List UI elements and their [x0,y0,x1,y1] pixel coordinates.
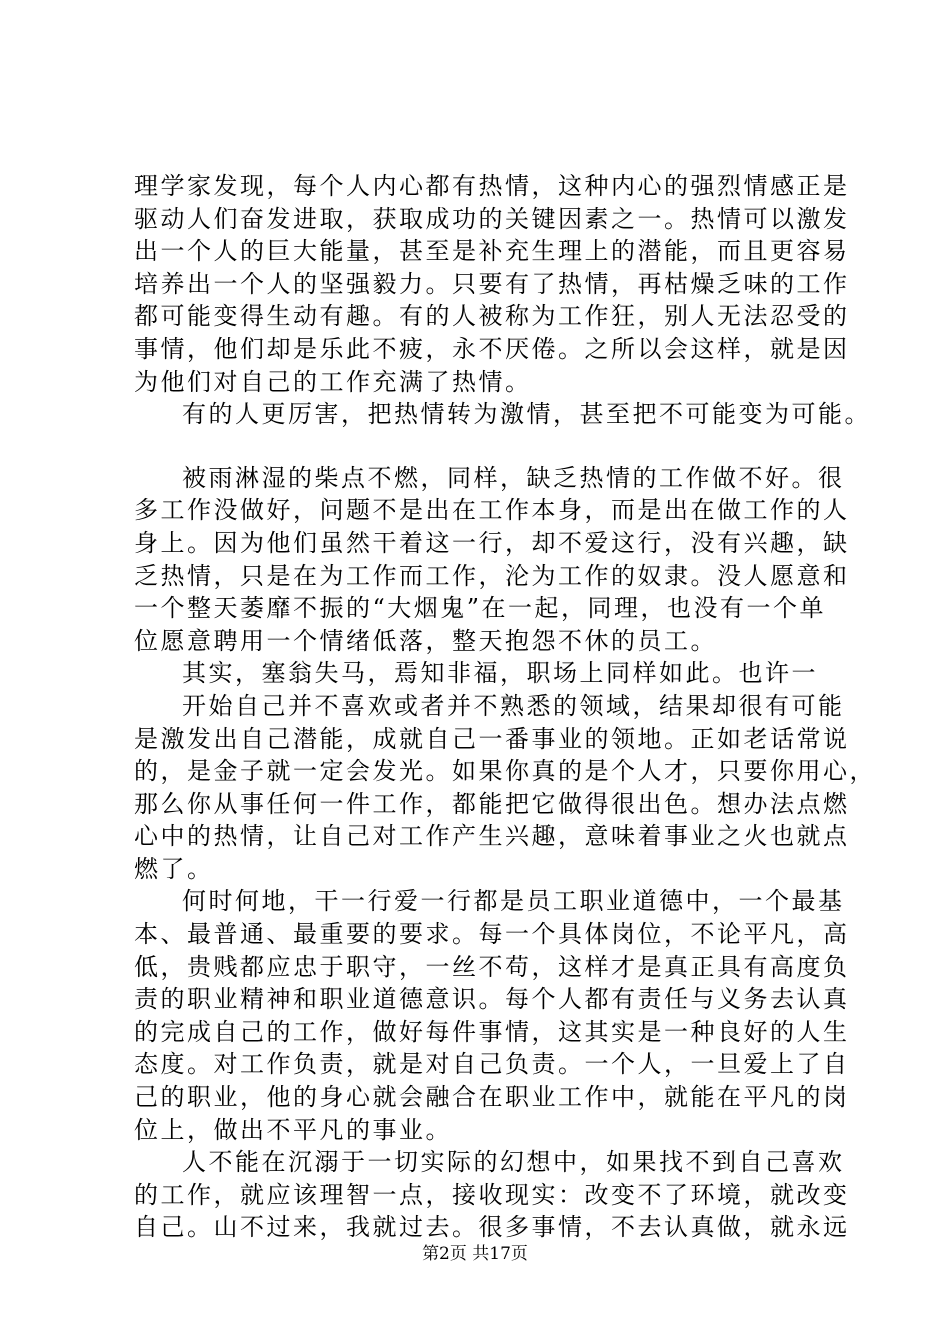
text-line: 低，贵贱都应忠于职守，一丝不苟，这样才是真正具有高度负 [134,952,850,981]
text-line: 有的人更厉害，把热情转为激情，甚至把不可能变为可能。 [182,400,871,429]
text-line: 培养出一个人的坚强毅力。只要有了热情，再枯燥乏味的工作 [134,269,850,298]
text-line: 理学家发现，每个人内心都有热情，这种内心的强烈情感正是 [134,172,850,200]
text-line: 身上。因为他们虽然干着这一行，却不爱这行，没有兴趣，缺 [134,528,850,557]
text-line: 多工作没做好，问题不是出在工作本身，而是出在做工作的人 [134,496,850,525]
text-line: 的完成自己的工作，做好每件事情，这其实是一种良好的人生 [134,1017,850,1046]
text-line: 何时何地，干一行爱一行都是员工职业道德中，一个最基 [182,887,845,916]
text-line: 本、最普通、最重要的要求。每一个具体岗位，不论平凡，高 [134,920,850,949]
text-line: 被雨淋湿的柴点不燃，同样，缺乏热情的工作做不好。很 [182,463,845,492]
text-line: 是激发出自己潜能，成就自己一番事业的领地。正如老话常说 [134,724,850,753]
text-line: 位上，做出不平凡的事业。 [134,1115,452,1144]
text-line: 心中的热情，让自己对工作产生兴趣，意味着事业之火也就点 [134,822,850,851]
text-line: 一个整天萎靡不振的“大烟鬼”在一起，同理，也没有一个单 [134,594,827,623]
text-line: 为他们对自己的工作充满了热情。 [134,367,532,396]
text-line: 出一个人的巨大能量，甚至是补充生理上的潜能，而且更容易 [134,237,850,266]
text-line: 自己。山不过来，我就过去。很多事情，不去认真做，就永远 [134,1213,850,1242]
text-line: 人不能在沉溺于一切实际的幻想中，如果找不到自己喜欢 [182,1148,845,1177]
text-line: 事情，他们却是乐此不疲，永不厌倦。之所以会这样，就是因 [134,334,850,363]
blank-line [134,431,834,462]
text-line: 责的职业精神和职业道德意识。每个人都有责任与义务去认真 [134,985,850,1014]
text-line: 态度。对工作负责，就是对自己负责。一个人，一旦爱上了自 [134,1050,850,1079]
text-line: 驱动人们奋发进取，获取成功的关键因素之一。热情可以激发 [134,204,850,233]
text-line: 乏热情，只是在为工作而工作，沦为工作的奴隶。没人愿意和 [134,561,850,590]
page-footer: 第2页 共17页 [422,1244,528,1264]
text-line: 其实，塞翁失马，焉知非福，职场上同样如此。也许一 [182,659,818,688]
text-line: 的工作，就应该理智一点，接收现实：改变不了环境，就改变 [134,1180,850,1209]
text-line: 都可能变得生动有趣。有的人被称为工作狂，别人无法忍受的 [134,302,850,331]
text-line: 的，是金子就一定会发光。如果你真的是个人才，只要你用心， [134,757,876,786]
text-line: 燃了。 [134,854,214,883]
text-line: 开始自己并不喜欢或者并不熟悉的领域，结果却很有可能 [182,691,845,720]
text-line: 己的职业，他的身心就会融合在职业工作中，就能在平凡的岗 [134,1083,850,1112]
text-line: 位愿意聘用一个情绪低落，整天抱怨不休的员工。 [134,626,717,655]
text-line: 那么你从事任何一件工作，都能把它做得很出色。想办法点燃 [134,789,850,818]
document-body [134,170,876,1244]
